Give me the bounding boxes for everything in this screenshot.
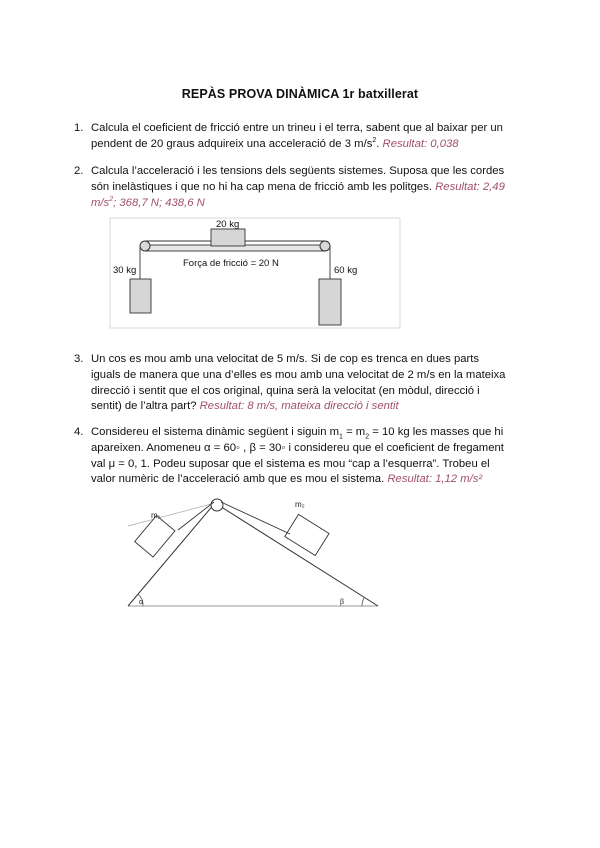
question-number: 4. [74, 426, 84, 438]
result-part: ; 368,7 N; 438,6 N [113, 196, 205, 209]
subscript: 1 [339, 433, 343, 441]
block-m2 [285, 514, 329, 555]
question-text: = m [342, 426, 366, 438]
friction-label: Força de fricció = 20 N [183, 258, 279, 269]
top-pulley [211, 499, 223, 511]
subscript: 2 [365, 433, 370, 441]
page-title: REPÀS PROVA DINÀMICA 1r batxillerat [181, 87, 419, 101]
rope-m2 [221, 502, 290, 534]
question-text-end: . [376, 137, 380, 150]
right-mass-label: 60 kg [334, 265, 358, 276]
question-text: Considereu el sistema dinàmic següent i siguin m [91, 426, 340, 438]
superscript: 2 [372, 137, 377, 145]
result-superscript: 2 [109, 195, 114, 203]
left-mass-label: 30 kg [113, 265, 137, 276]
beta-arc [362, 598, 364, 606]
question-text: Un cos es mou amb una velocitat de 5 m/s. Si de cop es trenca en dues parts iguals de manera que una d’elles es mou amb una velocitat de 2 m/s en la mateixa direcció i sentit que el cos original, quina serà la velocitat (en mòdul, direcció i sentit) de l’altra part? [91, 353, 506, 413]
top-mass-label: 20 kg [216, 219, 240, 230]
question-text: Calcula el coeficient de fricció entre un trineu i el terra, sabent que al baixar per un pendent de 20 graus adquireix una acceleració de 3 m/s [91, 122, 503, 150]
result-text: Resultat: 0,038 [382, 137, 459, 150]
result-text: Resultat: 1,12 m/s² [387, 473, 483, 486]
question-text: = 10 kg les masses que hi apareixen. Anomeneu α = 60◦ , β = 30◦ i considereu que el coeficient de fregament val μ = 0, 1. Podeu suposar que el sistema es mou “cap a l’esquerra”. Trobeu el valor numèric de l’acceleració amb que es mou el sistema. [91, 426, 504, 486]
result-part: Resultat: 2,49 m/s [91, 180, 505, 209]
m2-label: m₂ [295, 500, 305, 509]
question-number: 3. [74, 353, 84, 365]
left-incline [128, 503, 215, 606]
left-incline-edge [128, 503, 215, 526]
question-number: 2. [74, 165, 84, 177]
m1-label: m₁ [151, 511, 161, 520]
question-text: Calcula l’acceleració i les tensions dels següents sistemes. Suposa que les cordes són inelàstiques i que no hi ha cap mena de fricció amb les politges. [91, 165, 505, 193]
result-text: Resultat: 8 m/s, mateixa direcció i sentit [199, 400, 399, 413]
question-number: 1. [74, 122, 84, 134]
beta-label: β [340, 599, 345, 606]
block-m1 [135, 516, 175, 557]
alpha-label: α [139, 599, 144, 606]
